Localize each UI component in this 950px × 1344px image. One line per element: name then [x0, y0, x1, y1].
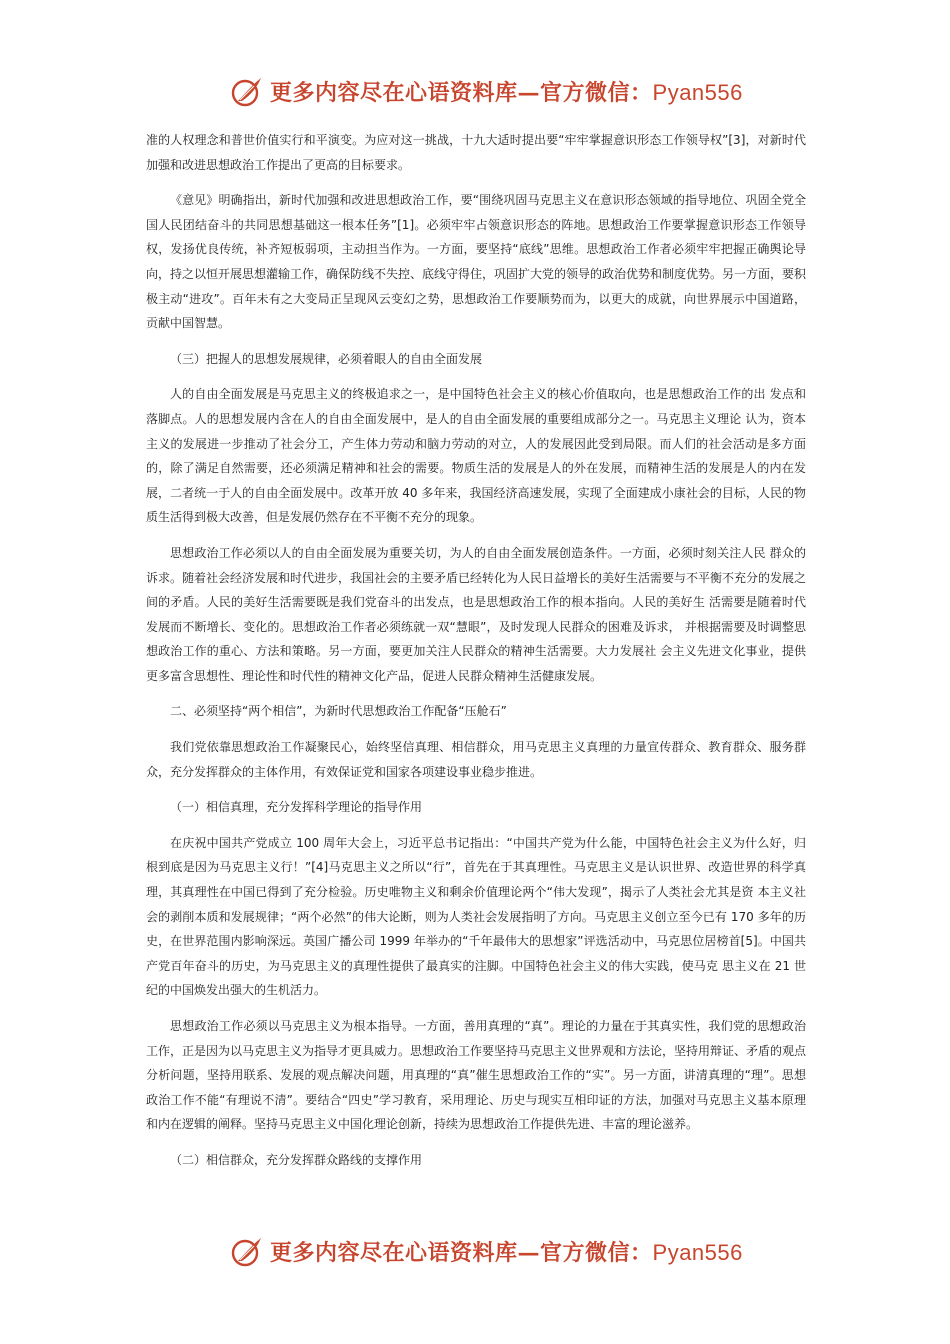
header-banner [0, 73, 950, 113]
banner-text-cn: 更多内容尽在心语资料库—官方微信： [270, 1240, 653, 1266]
footer-banner [0, 1233, 950, 1273]
paragraph-4: 思想政治工作必须以人的自由全面发展为重要关切，为人的自由全面发展创造条件。一方面，必须时刻关注人民 群众的诉求。随着社会经济发展和时代进步，我国社会的主要矛盾已经转化为人民日益增长的美好生活需要与不平衡不充分的发展之间的矛盾。人民的美好生活需要既是我们党奋斗的出发点，也是思想政治工作的根本指向。人民的美好生 活需要是随着时代发展而不断增长、变化的。思想政治工作者必须练就一双“慧眼”，及时发现人民群众的困难及诉求， 并根据需要及时调整思想政治工作的重心、方法和策略。另一方面，要更加关注人民群众的精神生活需要。大力发展社 会主义先进文化事业，提供更多富含思想性、理论性和时代性的精神文化产品，促进人民群众精神生活健康发展。 [146, 545, 807, 683]
banner-text-cn: 更多内容尽在心语资料库—官方微信： [270, 80, 653, 106]
subsection-heading-2: （二）相信群众，充分发挥群众路线的支撑作用 [170, 1152, 423, 1167]
banner-text-en: Pyan556 [652, 80, 743, 105]
paragraph-1: 准的人权理念和普世价值实行和平演变。为应对这一挑战，十九大适时提出要“牢牢掌握意识形态工作领导权”[3]，对新时代加强和改进思想政治工作提出了更高的目标要求。 [146, 133, 806, 172]
paragraph-2: 《意见》明确指出，新时代加强和改进思想政治工作，要“围绕巩固马克思主义在意识形态领域的指导地位、巩固全党全国人民团结奋斗的共同思想基础这一根本任务”[1]。必须牢牢占领意识形态的阵地。思想政治工作要掌握意识形态工作领导权，发扬优良传统，补齐短板弱项，主动担当作为。一方面，要坚持“底线”思维。思想政治工作者必须牢牢把握正确舆论导向，持之以恒开展思想灌输工作，确保防线不失控、底线守得住，巩固扩大党的领导的政治优势和制度优势。另一方面，要积极主动“进攻”。百年未有之大变局正呈现风云变幻之势，思想政治工作要顺势而为，以更大的成就，向世界展示中国道路，贡献中国智慧。 [146, 193, 807, 331]
banner-text [270, 77, 743, 109]
paragraph-5: 我们党依靠思想政治工作凝聚民心，始终坚信真理、相信群众，用马克思主义真理的力量宣传群众、教育群众、服务群众，充分发挥群众的主体作用，有效保证党和国家各项建设事业稳步推进。 [146, 740, 806, 779]
document-body [146, 128, 806, 1173]
paragraph-7: 思想政治工作必须以马克思主义为根本指导。一方面，善用真理的“真”。理论的力量在于其真实性，我们党的思想政治工作，正是因为以马克思主义为指导才更具威力。思想政治工作要坚持马克思主义世界观和方法论，坚持用辩证、矛盾的观点分析问题，坚持用联系、发展的观点解决问题，用真理的“真”催生思想政治工作的“实”。另一方面，讲清真理的“理”。思想政治工作不能“有理说不清”。要结合“四史”学习教育，采用理论、历史与现实互相印证的方法，加强对马克思主义基本原理和内在逻辑的阐释。坚持马克思主义中国化理论创新，持续为思想政治工作提供先进、丰富的理论滋养。 [146, 1019, 807, 1132]
subsection-heading-1: （一）相信真理，充分发挥科学理论的指导作用 [170, 800, 423, 815]
quill-pen-icon [230, 75, 264, 109]
quill-pen-icon [230, 1235, 264, 1269]
paragraph-3: 人的自由全面发展是马克思主义的终极追求之一，是中国特色社会主义的核心价值取向，也是思想政治工作的出 发点和落脚点。人的思想发展内含在人的自由全面发展中，是人的自由全面发展的重要组成部分之一。马克思主义理论 认为，资本主义的发展进一步推动了社会分工，产生体力劳动和脑力劳动的对立，人的发展因此受到局限。而人们的社会活动是多方面的，除了满足自然需要，还必须满足精神和社会的需要。物质生活的发展是人的外在发展，而精神生活的发展是人的内在发展，二者统一于人的自由全面发展中。改革开放 40 多年来，我国经济高速发展，实现了全面建成小康社会的目标，人民的物质生活得到极大改善，但是发展仍然存在不平衡不充分的现象。 [146, 387, 806, 525]
section-heading-2: 二、必须坚持“两个相信”，为新时代思想政治工作配备“压舱石” [170, 704, 507, 719]
banner-text-en: Pyan556 [652, 1240, 743, 1265]
paragraph-6: 在庆祝中国共产党成立 100 周年大会上，习近平总书记指出：“中国共产党为什么能，中国特色社会主义为什么好，归根到底是因为马克思主义行！”[4]马克思主义之所以“行”，首先在于其真理性。马克思主义是认识世界、改造世界的科学真理，其真理性在中国已得到了充分检验。历史唯物主义和剩余价值理论两个“伟大发现”，揭示了人类社会尤其是资 本主义社会的剥削本质和发展规律；“两个必然”的伟大论断，则为人类社会发展指明了方向。马克思主义创立至今已有 170 多年的历史，在世界范围内影响深远。英国广播公司 1999 年举办的“千年最伟大的思想家”评选活动中，马克思位居榜首[5]。中国共产党百年奋斗的历史，为马克思主义的真理性提供了最真实的注脚。中国特色社会主义的伟大实践，使马克 思主义在 21 世纪的中国焕发出强大的生机活力。 [146, 835, 806, 998]
banner-text [270, 1237, 743, 1269]
section-heading-3: （三）把握人的思想发展规律，必须着眼人的自由全面发展 [170, 351, 483, 366]
